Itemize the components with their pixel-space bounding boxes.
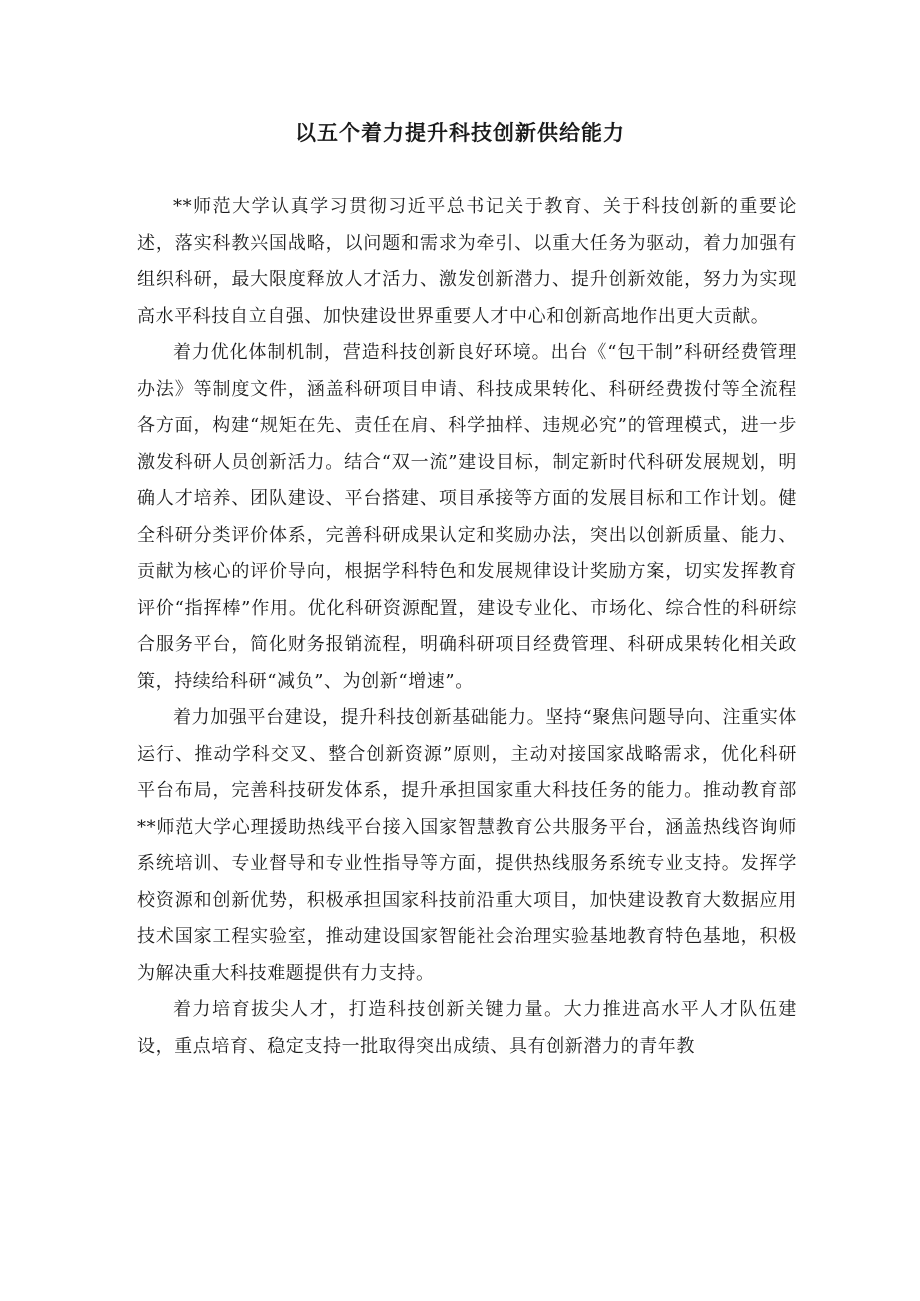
paragraph-talent: 着力培育拔尖人才，打造科技创新关键力量。大力推进高水平人才队伍建设，重点培育、稳定支持一批取得突出成绩、具有创新潜力的青年教 [137, 999, 797, 1057]
document-body [137, 189, 797, 1065]
paragraph-mechanism: 着力优化体制机制，营造科技创新良好环境。出台《“包干制”科研经费管理办法》等制度文件，涵盖科研项目申请、科技成果转化、科研经费拨付等全流程各方面，构建“规矩在先、责任在肩、科学抽样、违规必究”的管理模式，进一步激发科研人员创新活力。结合“双一流”建设目标，制定新时代科研发展规划，明确人才培养、团队建设、平台搭建、项目承接等方面的发展目标和工作计划。健全科研分类评价体系，完善科研成果认定和奖励办法，突出以创新质量、能力、贡献为核心的评价导向，根据学科特色和发展规律设计奖励方案，切实发挥教育评价“指挥棒”作用。优化科研资源配置，建设专业化、市场化、综合性的科研综合服务平台，简化财务报销流程，明确科研项目经费管理、科研成果转化相关政策，持续给科研“减负”、为创新“增速”。 [137, 342, 797, 692]
document-title: 以五个着力提升科技创新供给能力 [295, 121, 625, 145]
paragraph-intro: **师范大学认真学习贯彻习近平总书记关于教育、关于科技创新的重要论述，落实科教兴国战略，以问题和需求为牵引、以重大任务为驱动，着力加强有组织科研，最大限度释放人才活力、激发创新潜力、提升创新效能，努力为实现高水平科技自立自强、加快建设世界重要人才中心和创新高地作出更大贡献。 [137, 196, 797, 327]
paragraph-platform: 着力加强平台建设，提升科技创新基础能力。坚持“聚焦问题导向、注重实体运行、推动学科交叉、整合创新资源”原则，主动对接国家战略需求，优化科研平台布局，完善科技研发体系，提升承担国家重大科技任务的能力。推动教育部**师范大学心理援助热线平台接入国家智慧教育公共服务平台，涵盖热线咨询师系统培训、专业督导和专业性指导等方面，提供热线服务系统专业支持。发挥学校资源和创新优势，积极承担国家科技前沿重大项目，加快建设教育大数据应用技术国家工程实验室，推动建设国家智能社会治理实验基地教育特色基地，积极为解决重大科技难题提供有力支持。 [137, 707, 797, 984]
